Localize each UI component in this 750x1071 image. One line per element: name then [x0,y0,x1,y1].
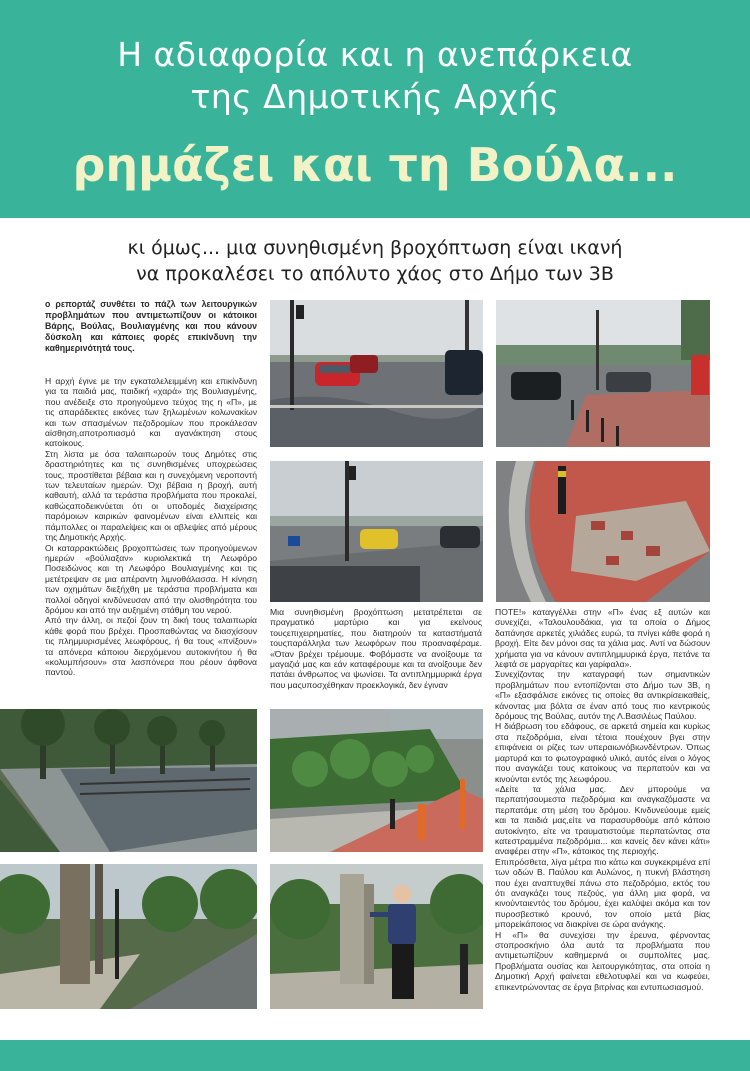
headline: ρημάζει και τη Βούλα... [72,138,678,192]
flooded-road-taxi-photo [270,461,483,602]
body-paragraph: Η «Π» θα συνεχίσει την έρευνα, φέρνοντας στοπροσκήνιο όλα αυτά τα προβλήματα που αντιμετωπίζουν καθημερινά οι συμπολίτες μας. Προβλήματα ουσίας και λειτουργικότητας, στα οποία η Δημοτική Αρχή φαίνεται εθελοτυφλεί και να κωφεύει, επικεντρώνοντας σε έργα βιτρίνας και εντυπωσιασμού. [495,929,710,992]
body-paragraph: Από την άλλη, οι πεζοί ζουν τη δική τους ταλαιπωρία κάθε φορά που βρέχει. Προσπαθώντας να διασχίσουν τις πλημμυρισμένες λεωφόρους, ή θα τους «πνίξουν» τα απόνερα κάποιου διερχόμενου αυτοκινήτου ή θα «κολυμπήσουν» στα λασπόνερα που ρέουν άφθονα παντού. [45,615,257,678]
body-paragraph: Η αρχή έγινε με την εγκαταλελειμμένη και επικίνδυνη για τα παιδιά μας, παιδική «χαρά» της Βουλιαγμένης, που ανέδειξε στο προηγούμενο τεύχος της η «Π», με τις απαράδεκτες εικόνες των ξηλωμένων κολωνακίων και των σπασμένων πεζοδρομίων που προκάλεσαν αίσθηση,αποτροπιασμό και αγανάκτηση στους κατοίκους. [45,376,257,449]
flooded-avenue-cars-photo [270,300,483,447]
subtitle-line-2: να προκαλέσει το απόλυτο χάος στο Δήμο των 3Β [136,263,614,285]
title-line-2: της Δημοτικής Αρχής [190,77,560,116]
column-2-text [270,607,482,703]
broken-pavement-photo [496,461,710,602]
resident-pointing-tree-photo [270,864,483,1009]
column-3-text [495,607,710,1037]
body-paragraph: Συνεχίζοντας την καταγραφή των σημαντικών προβλημάτων που εντοπίζονται στο Δήμο των 3Β, η «Π» εξασφάλισε εικόνες τις οποίες θα αντικρίσεικαθείς, κάνοντας μια βόλτα σε έναν από τους πιο κεντρικούς δρόμους της Βούλας, αυτόν της Λ.Βασιλέως Παύλου. [495,669,710,722]
body-paragraph: «Δείτε τα χάλια μας. Δεν μπορούμε να περπατήσουμεστα πεζοδρόμια και αναγκαζόμαστε να περπατάμε στη μέση του δρόμου. Κινδυνεύουμε εμείς και τα παιδιά μας,είτε να παρασυρθούμε από κάποιο αυτοκίνητο, είτε να τραυματιστούμε περπατώντας στα κατεστραμμένα πεζοδρόμια... και κανείς δεν κάνει κάτι» αναφέρει στην «Π», κάτοικος της περιοχής. [495,783,710,857]
flooded-junction-photo [496,300,710,447]
body-paragraph: Στη λίστα με όσα ταλαιπωρούν τους Δημότες στις δραστηριότητες και τις συνηθισμένες υποχρεώσεις τους, προστίθεται βέβαια και η συνεχόμενη νεροποντή των τελευταίων ημερών. Όχι βέβαια η βροχή, αυτή καθαυτή, αλλά τα τεράστια προβλήματα που προκαλεί, καθώςαποδεικνύεται ότι οι υποδομές διαχείρισης παρόμοιων καιρικών φαινομένων είναι ελλιπείς και πάμπολλες οι παραλείψεις και οι αβλεψίες από μέρους της Δημοτικής Αρχής. [45,448,257,543]
overgrown-pavement-hydrant-photo [270,709,483,852]
title-line-1: Η αδιαφορία και η ανεπάρκεια [117,35,633,74]
flooded-sidewalk-photo [0,709,257,852]
header-banner [0,0,750,218]
lead-paragraph: ο ρεπορτάζ συνθέτει το πάζλ των λειτουργικών προβλημάτων που αντιμετωπίζουν οι κάτοικοι Βάρης, Βούλας, Βουλιαγμένης και που κάνουν δύσκολη και κάποιες φορές επικίνδυνη την καθημερινότητά τους. [45,299,257,353]
footer-bar [0,1040,750,1071]
body-paragraph: Επιπρόσθετα, λίγα μέτρα πιο κάτω και συγκεκριμένα επί των οδών Β. Παύλου και Αυλώνος, η πυκνή βλάστηση που έχει αναπτυχθεί πάνω στο πεζοδρόμιο, εκτός του ότι αναγκάζει τους πεζούς, για άλλη μια φορά, να κινούνταιεντός του δρόμου, έχει καλύψει ακόμα και τον πυροσβεστικό κρουνό, τον οποίο μετά βίας μπορείκάποιος να διακρίνει σε ώρα ανάγκης. [495,856,710,930]
tree-roots-sidewalk-photo [0,864,257,1009]
column-1-text [45,299,257,709]
body-paragraph: Η διάβρωση του εδάφους, σε αρκετά σημεία και κυρίως στα πεζοδρόμια, είναι τέτοια πουέχουν βγει στην επιφάνεια οι ρίζες των υπεραιωνόβιωνδέντρων. Όπως μαρτυρά και το φωτογραφικό υλικό, αυτός είναι ο λόγος που αναγκάζει τους κατοίκους να περπατούν και να κινούνται εντός της λεωφόρου. [495,721,710,784]
body-paragraph: Μια συνηθισμένη βροχόπτωση μετατρέπεται σε πραγματικό μαρτύριο και για εκείνους τουςεπιχειρηματίες, που διατηρούν τα καταστήματά τουςπαράλληλα των λεωφόρων που προαναφέραμε. «Όταν βρέχει τρέμουμε. Φοβόμαστε να ανοίξουμε τα μαγαζιά μας και εάν καταφέρουμε και τα ανοίξουμε δεν πατάει άνθρωπος να ψωνίσει. Τα αντιπλημμυρικά έργα που μαςυποσχέθηκαν προεκλογικά, δεν έγιναν [270,607,482,690]
subtitle-line-1: κι όμως... μια συνηθισμένη βροχόπτωση είναι ικανή [127,237,623,259]
body-paragraph: Οι καταρρακτώδεις βροχοπτώσεις των προηγούμενων ημερών «βούλιαξαν» κυριολεκτικά τη Λεωφόρο Ποσειδώνος και τη Λεωφόρο Βουλιαγμένης και τις μετέτρεψαν σε μια απέραντη λιμνοθάλασσα. Η κίνηση των οχημάτων διεξήχθη με τεράστια προβλήματα και πολλοί οδηγοί κινδύνευσαν από την ολισθηρότητα του δρόμου και από την αυξημένη στάθμη του νερού. [45,542,257,615]
body-paragraph: ΠΟΤΕ!» καταγγέλλει στην «Π» ένας εξ αυτών και συνεχίζει, «Ταλουλουδάκια, για τα οποία ο Δήμος δαπάνησε αρκετές χιλιάδες ευρώ, τα πνίγει κάθε φορά η βροχή. Είτε δεν μόνοι σας τα χάλια μας. Αντί να δώσουν χρήματα για να κάνουν αντιπλημμυρικά έργα, πετάνε τα λεφτά σε μαργαρίτες και γαρίφαλα». [495,607,710,670]
